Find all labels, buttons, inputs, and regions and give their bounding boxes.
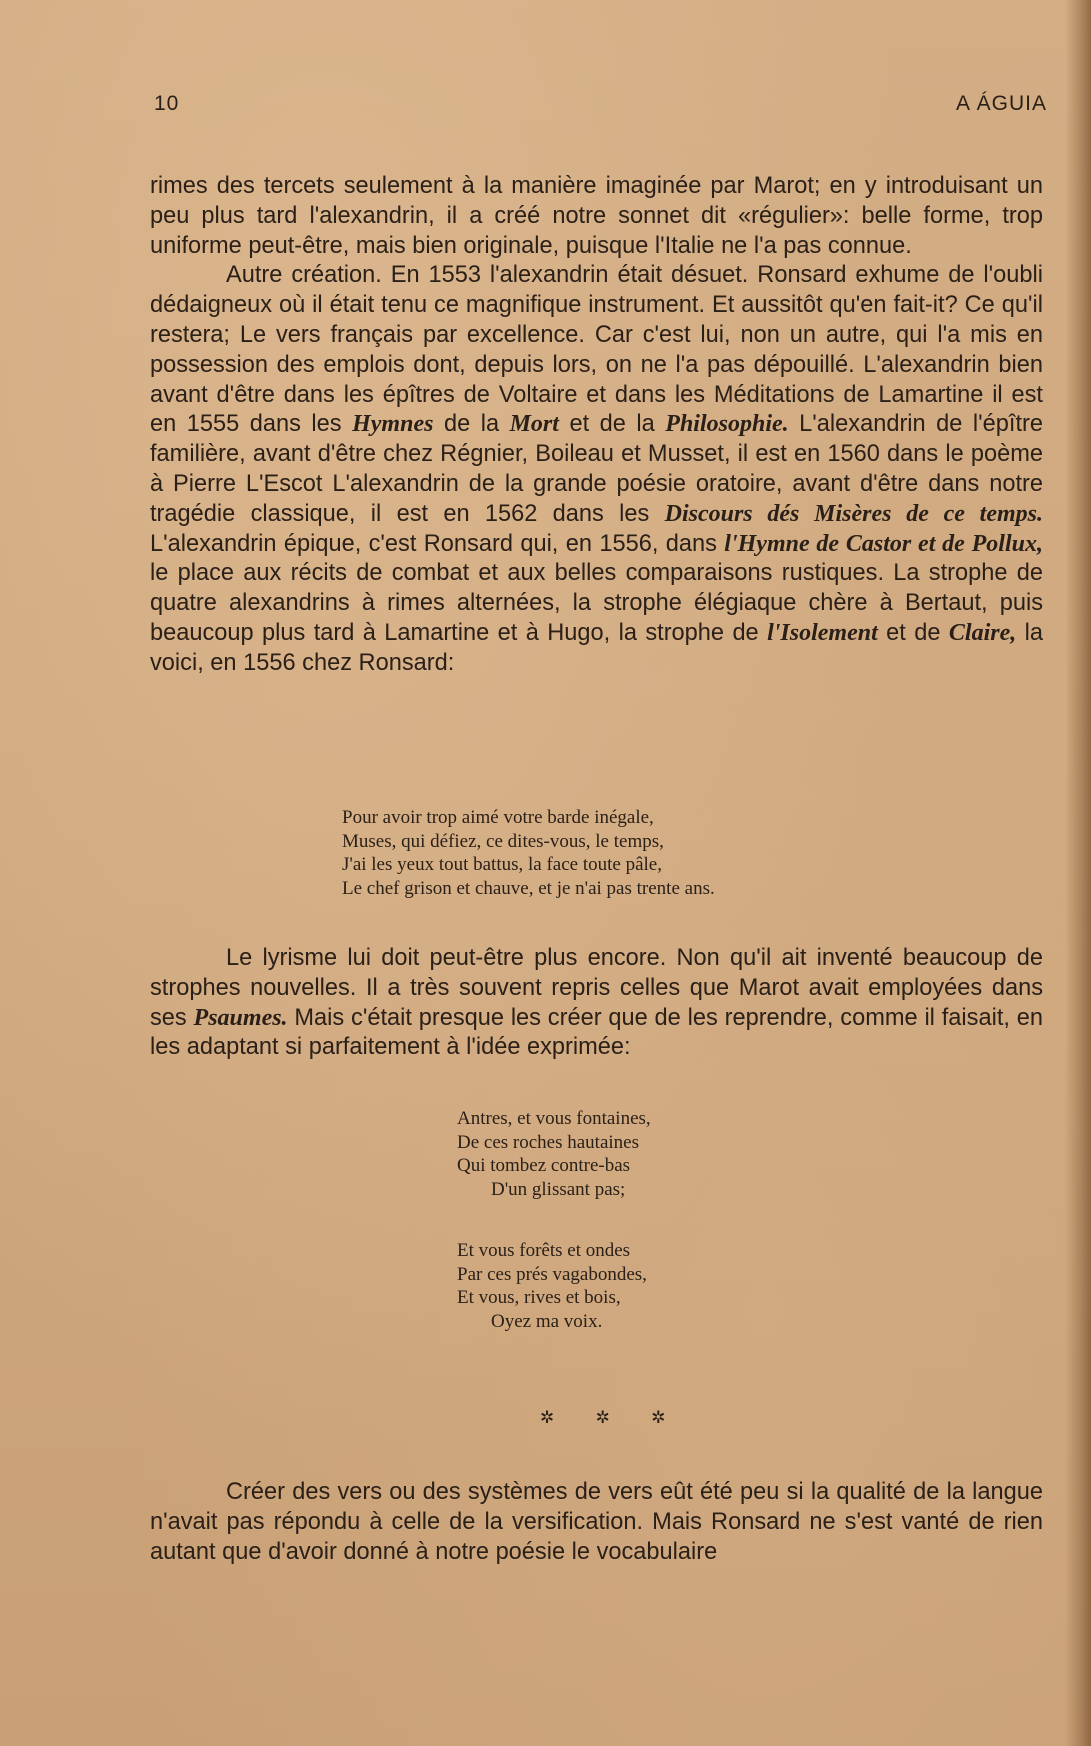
poem-stanza-2: [457, 1239, 647, 1333]
body-text-bottom: [150, 1478, 1043, 1567]
body-text-top: [150, 172, 1043, 679]
poem-line: Oyez ma voix.: [491, 1310, 603, 1332]
paragraph-alexandrin: Autre création. En 1553 l'alexandrin était désuet. Ronsard exhume de l'oubli dédaigneux où il était tenu ce magnifique instrument. Et aussitôt qu'en fait-it? Ce qu'il restera; Le vers français par excellence. Car c'est lui, non un autre, qui l'a mis en possession des emplois dont, depuis lors, on ne l'a pas dépouillé. L'alexandrin bien avant d'être dans les épîtres de Voltaire et dans les Méditations de Lamartine il est en 1555 dans les Hymnes de la Mort et de la Philosophie. L'alexandrin de l'épître familière, avant d'être chez Régnier, Boileau et Musset, il est en 1560 dans le poème à Pierre L'Escot L'alexandrin de la grande poésie oratoire, avant d'être dans notre tragédie classique, il est en 1562 dans les Discours dés Misères de ce temps. L'alexandrin épique, c'est Ronsard qui, en 1556, dans l'Hymne de Castor et de Pollux, le place aux récits de combat et aux belles comparaisons rustiques. La strophe de quatre alexandrins à rimes alternées, la strophe élégiaque chère à Bertaut, puis beaucoup plus tard à Lamartine et à Hugo, la strophe de l'Isolement et de Claire, la voici, en 1556 chez Ronsard:: [150, 262, 1044, 676]
poem-line: Le chef grison et chauve, et je n'ai pas trente ans.: [342, 877, 715, 899]
poem-line: Qui tombez contre-bas: [457, 1155, 631, 1176]
body-text-middle: [150, 944, 1043, 1063]
poem-quatrain: [342, 806, 715, 900]
poem-line: Et vous, rives et bois,: [457, 1287, 621, 1308]
page-number: 10: [154, 92, 180, 115]
section-separator: ✲ ✲ ✲: [540, 1408, 684, 1428]
poem-line: De ces roches hautaines: [457, 1131, 640, 1153]
poem-line: Par ces prés vagabondes,: [457, 1263, 647, 1285]
poem-line: Muses, qui défiez, ce dites-vous, le temps,: [342, 830, 664, 852]
page-header: [154, 92, 1047, 122]
poem-line: Et vous forêts et ondes: [457, 1240, 631, 1261]
poem-stanza-1: [457, 1107, 651, 1201]
paragraph-lyrisme: Le lyrisme lui doit peut-être plus encore. Non qu'il ait inventé beaucoup de strophes nouvelles. Il a très souvent repris celles que Marot avait employées dans ses Psaumes. Mais c'était presque les créer que de les reprendre, comme il faisait, en les adaptant si parfaitement à l'idée exprimée:: [150, 945, 1043, 1061]
poem-line: D'un glissant pas;: [491, 1178, 626, 1200]
poem-line: Pour avoir trop aimé votre barde inégale,: [342, 807, 654, 828]
running-head: A ÁGUIA: [955, 92, 1047, 115]
paragraph-langue: Créer des vers ou des systèmes de vers eût été peu si la qualité de la langue n'avait pas répondu à celle de la versification. Mais Ronsard ne s'est vanté de rien autant que d'avoir donné à notre poésie le vocabulaire: [150, 1479, 1043, 1565]
paragraph-sonnet: rimes des tercets seulement à la manière imaginée par Marot; en y introduisant un peu plus tard l'alexandrin, il a créé notre sonnet dit «régulier»: belle forme, trop uniforme peut-être, mais bien originale, puisque l'Italie ne l'a pas connue.: [150, 173, 1043, 259]
poem-line: Antres, et vous fontaines,: [457, 1108, 651, 1129]
poem-line: J'ai les yeux tout battus, la face toute pâle,: [342, 854, 662, 875]
page-edge-shadow: [1065, 0, 1091, 1746]
